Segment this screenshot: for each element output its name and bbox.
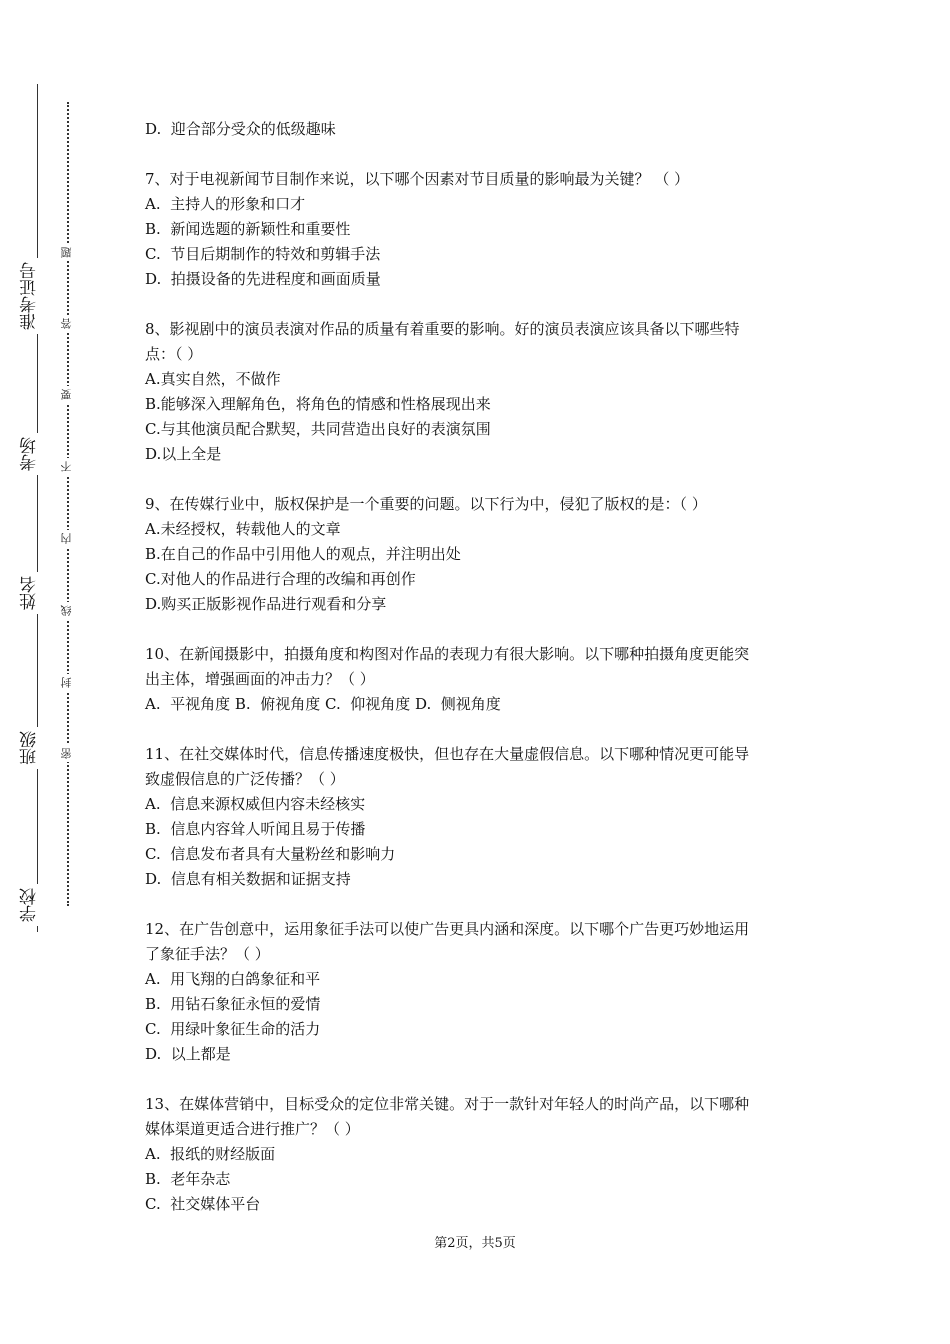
question-stem: 9、在传媒行业中，版权保护是一个重要的问题。以下行为中，侵犯了版权的是：（ ） <box>145 495 707 513</box>
option-text: D. 拍摄设备的先进程度和画面质量 <box>145 270 381 288</box>
option-text: D.以上全是 <box>145 445 222 463</box>
option-text: A. 信息来源权威但内容未经核实 <box>145 795 366 813</box>
option-text: C. 社交媒体平台 <box>145 1195 261 1213</box>
option-text: A. 用飞翔的白鸽象征和平 <box>145 970 321 988</box>
school-label: 学校 <box>22 884 39 926</box>
option-text: B. 信息内容耸人听闻且易于传播 <box>145 820 366 838</box>
binding-solid-line <box>37 84 38 932</box>
option-text: B. 新闻选题的新颖性和重要性 <box>145 220 351 238</box>
question-stem: 8、影视剧中的演员表演对作品的质量有着重要的影响。好的演员表演应该具备以下哪些特 <box>145 320 740 338</box>
seal-char: 要 <box>61 386 72 403</box>
question-block <box>145 1092 815 1217</box>
exam-room-label: 考场 <box>22 433 39 475</box>
question-stem: 了象征手法？（ ） <box>145 945 270 963</box>
question-block <box>145 117 815 142</box>
option-text: B.能够深入理解角色，将角色的情感和性格展现出来 <box>145 395 491 413</box>
option-text: D.购买正版影视作品进行观看和分享 <box>145 595 387 613</box>
question-stem: 致虚假信息的广泛传播？（ ） <box>145 770 345 788</box>
seal-char: 封 <box>61 674 72 691</box>
question-stem: 10、在新闻摄影中，拍摄角度和构图对作品的表现力有很大影响。以下哪种拍摄角度更能突 <box>145 645 750 663</box>
option-text: D. 信息有相关数据和证据支持 <box>145 870 351 888</box>
option-text: D. 迎合部分受众的低级趣味 <box>145 120 336 138</box>
question-block <box>145 167 815 292</box>
question-stem: 媒体渠道更适合进行推广？（ ） <box>145 1120 360 1138</box>
option-text: A. 报纸的财经版面 <box>145 1145 276 1163</box>
question-stem: 12、在广告创意中，运用象征手法可以使广告更具内涵和深度。以下哪个广告更巧妙地运用 <box>145 920 750 938</box>
question-stem: 出主体，增强画面的冲击力？（ ） <box>145 670 375 688</box>
question-block <box>145 642 815 717</box>
option-text: B.在自己的作品中引用他人的观点，并注明出处 <box>145 545 461 563</box>
seal-char: 题 <box>61 244 72 261</box>
binding-margin <box>0 0 110 1344</box>
option-text: A. 主持人的形象和口才 <box>145 195 306 213</box>
question-stem: 点：（ ） <box>145 345 203 363</box>
question-block <box>145 742 815 892</box>
question-stem: 11、在社交媒体时代，信息传播速度极快，但也存在大量虚假信息。以下哪种情况更可能导 <box>145 745 750 763</box>
seal-char: 线 <box>61 602 72 619</box>
option-text: C. 用绿叶象征生命的活力 <box>145 1020 321 1038</box>
option-text: B. 用钻石象征永恒的爱情 <box>145 995 321 1013</box>
option-text: A.未经授权，转载他人的文章 <box>145 520 341 538</box>
option-text: A. 平视角度 B. 俯视角度 C. 仰视角度 D. 侧视角度 <box>145 695 501 713</box>
exam-number-label: 准考证号 <box>22 258 39 334</box>
seal-char: 答 <box>61 315 72 332</box>
option-text: C. 信息发布者具有大量粉丝和影响力 <box>145 845 396 863</box>
question-list <box>145 117 815 1217</box>
question-stem: 13、在媒体营销中，目标受众的定位非常关键。对于一款针对年轻人的时尚产品，以下哪种 <box>145 1095 750 1113</box>
option-text: D. 以上都是 <box>145 1045 231 1063</box>
option-text: B. 老年杂志 <box>145 1170 231 1188</box>
class-label: 班级 <box>22 727 39 769</box>
option-text: C.与其他演员配合默契，共同营造出良好的表演氛围 <box>145 420 491 438</box>
seal-char: 密 <box>61 745 72 762</box>
option-text: C.对他人的作品进行合理的改编和再创作 <box>145 570 416 588</box>
seal-dotted-line <box>67 102 69 906</box>
question-block <box>145 917 815 1067</box>
seal-char: 内 <box>61 530 72 547</box>
question-block <box>145 317 815 467</box>
name-label: 姓名 <box>22 572 39 614</box>
page-number-footer: 第2页，共5页 <box>434 1236 516 1251</box>
question-block <box>145 492 815 617</box>
seal-char: 不 <box>61 458 72 475</box>
question-stem: 7、对于电视新闻节目制作来说，以下哪个因素对节目质量的影响最为关键？ （ ） <box>145 170 690 188</box>
option-text: A.真实自然，不做作 <box>145 370 281 388</box>
option-text: C. 节目后期制作的特效和剪辑手法 <box>145 245 381 263</box>
